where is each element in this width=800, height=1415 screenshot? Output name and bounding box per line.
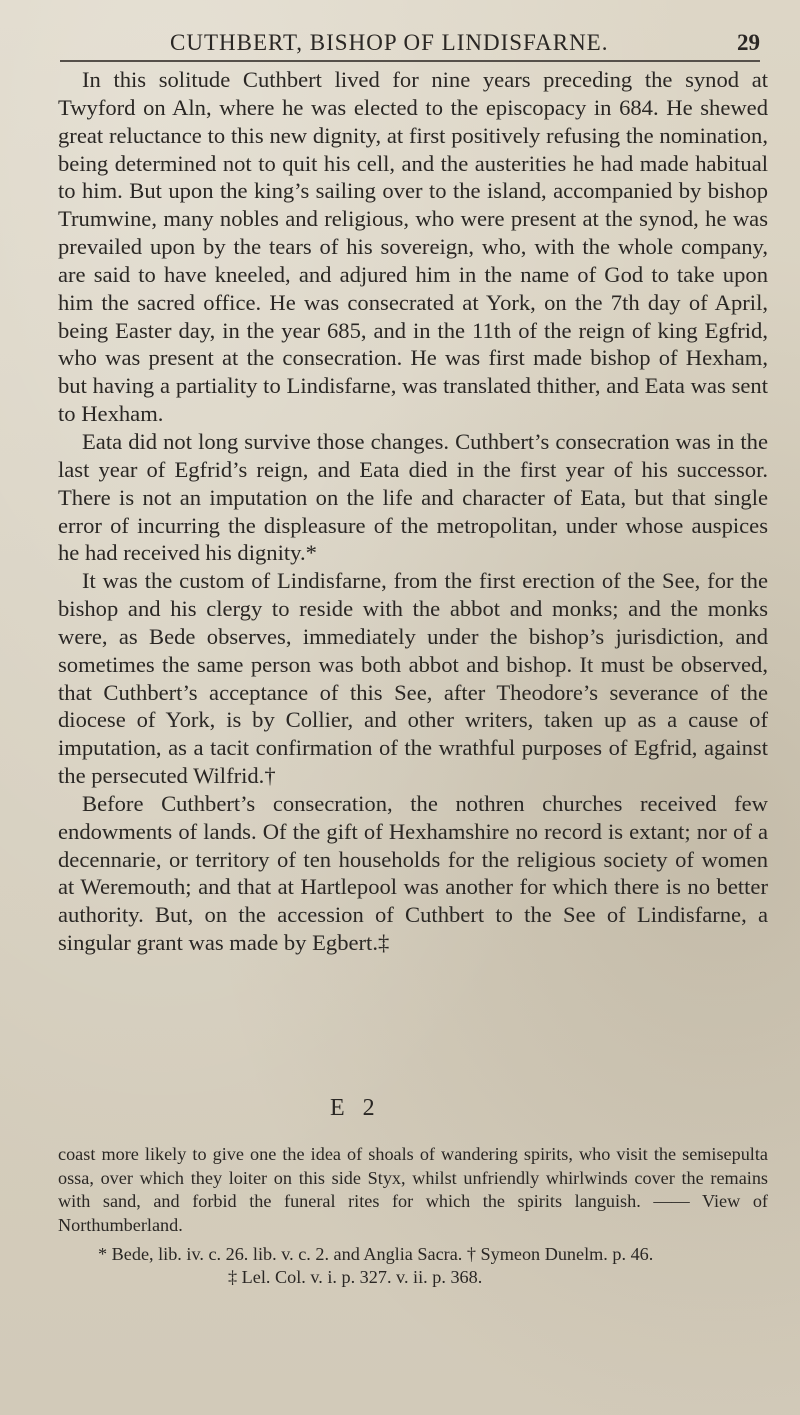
signature-mark: E 2 — [330, 1095, 381, 1121]
paragraph: Eata did not long survive those changes. Cuthbert’s consecration was in the last year of Egfrid’s reign, and Eata died in the first year of his successor. There is not an imputation on the life and character of Eata, but that single error of incurring the displeasure of the metropolitan, under whose auspices he had received his dignity.* — [58, 428, 768, 566]
paragraph: In this solitude Cuthbert lived for nine years preceding the synod at Twyford on Aln, where he was elected to the episcopacy in 684. He shewed great reluctance to this new dignity, at first positively refusing the nomination, being determined not to quit his cell, and the austerities he had made habitual to him. But upon the king’s sailing over to the island, accompanied by bishop Trumwine, many nobles and religious, who were present at the synod, he was prevailed upon by the tears of his sovereign, who, with the whole company, are said to have kneeled, and adjured him in the name of God to take upon him the sacred office. He was consecrated at York, on the 7th day of April, being Easter day, in the year 685, and in the 11th of the reign of king Egfrid, who was present at the consecration. He was first made bishop of Hexham, but having a partiality to Lindisfarne, was translated thither, and Eata was sent to Hexham. — [58, 67, 768, 427]
main-text — [58, 66, 768, 957]
paragraph: It was the custom of Lindisfarne, from the first erection of the See, for the bishop and his clergy to reside with the abbot and monks; and the monks were, as Bede observes, immediately under the bishop’s jurisdiction, and sometimes the same person was both abbot and bishop. It must be observed, that Cuthbert’s acceptance of this See, after Theodore’s severance of the diocese of York, is by Collier, and other writers, taken up as a cause of imputation, as a tacit confirmation of the wrathful purposes of Egfrid, against the persecuted Wilfrid.† — [58, 568, 768, 789]
running-head: CUTHBERT, BISHOP OF LINDISFARNE. — [170, 30, 609, 55]
footnote: * Bede, lib. iv. c. 26. lib. v. c. 2. and Anglia Sacra. † Symeon Dunelm. p. 46. — [98, 1244, 654, 1264]
footnote: ‡ Lel. Col. v. i. p. 327. v. ii. p. 368. — [228, 1267, 483, 1287]
footnotes — [58, 1243, 768, 1289]
header-rule — [60, 60, 760, 62]
paragraph: Before Cuthbert’s consecration, the nothren churches received few endowments of lands. Of the gift of Hexhamshire no record is extant; nor of a decennarie, or territory of ten households for the religious society of women at Weremouth; and that at Hartlepool was another for which there is no better authority. But, on the accession of Cuthbert to the See of Lindisfarne, a singular grant was made by Egbert.‡ — [58, 790, 768, 956]
page-header — [60, 30, 770, 62]
page-number: 29 — [737, 30, 760, 55]
continued-footnote: coast more likely to give one the idea of shoals of wandering spirits, who visit the semisepulta ossa, over which they loiter on this side Styx, whilst unfriendly whirlwinds cover the remains with sand, and forbid the funeral rites for which the spirits languish. —— View of Northumberland. — [58, 1144, 768, 1235]
